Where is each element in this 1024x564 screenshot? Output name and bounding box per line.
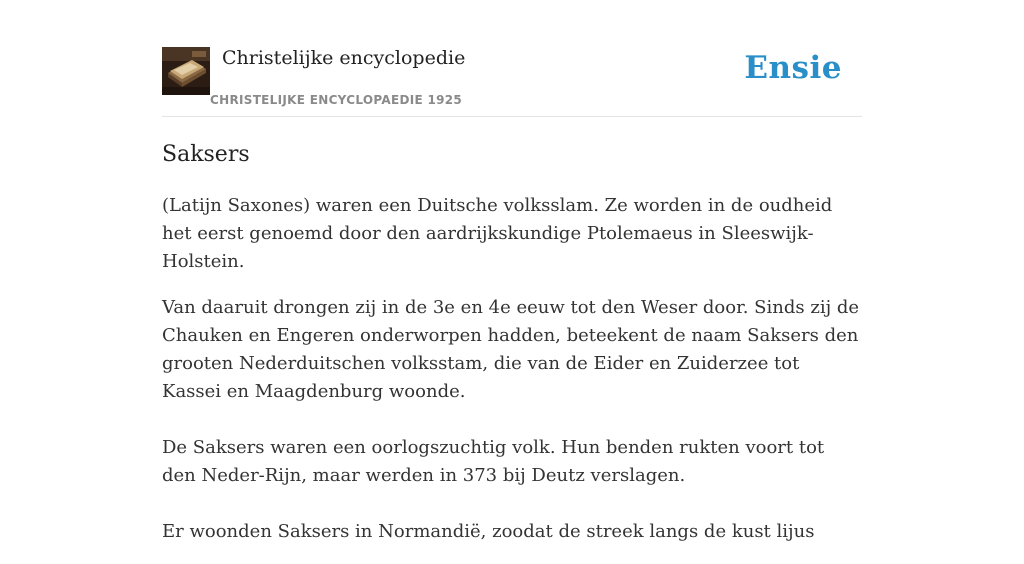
article-body [162,192,862,564]
source-subtitle: CHRISTELIJKE ENCYCLOPAEDIE 1925 [210,93,463,107]
source-title[interactable]: Christelijke encyclopedie [222,47,466,69]
article-title: Saksers [162,142,250,167]
article-paragraph: (Latijn Saxones) waren een Duitsche volksslam. Ze worden in de oudheid het eerst genoemd door den aardrijkskundige Ptolemaeus in Sleeswijk-Holstein. [162,195,833,272]
article-paragraph: Van daaruit drongen zij in de 3e en 4e eeuw tot den Weser door. Sinds zij de Chauken en Engeren onderworpen hadden, beteekent de naam Saksers den grooten Nederduitschen volksstam, die van de Eider en Zuiderzee tot Kassei en Maagdenburg woonde. [162,297,860,402]
book-stack-icon [162,47,210,95]
article-paragraph: Er woonden Saksers in Normandië, zoodat de streek langs de kust lijus [162,521,815,542]
source-header [162,46,862,117]
brand-logo-link[interactable]: Ensie [744,50,842,86]
article-paragraph: De Saksers waren een oorlogszuchtig volk. Hun benden rukten voort tot den Neder-Rijn, maar werden in 373 bij Deutz verslagen. [162,437,825,486]
source-avatar[interactable] [162,47,210,95]
